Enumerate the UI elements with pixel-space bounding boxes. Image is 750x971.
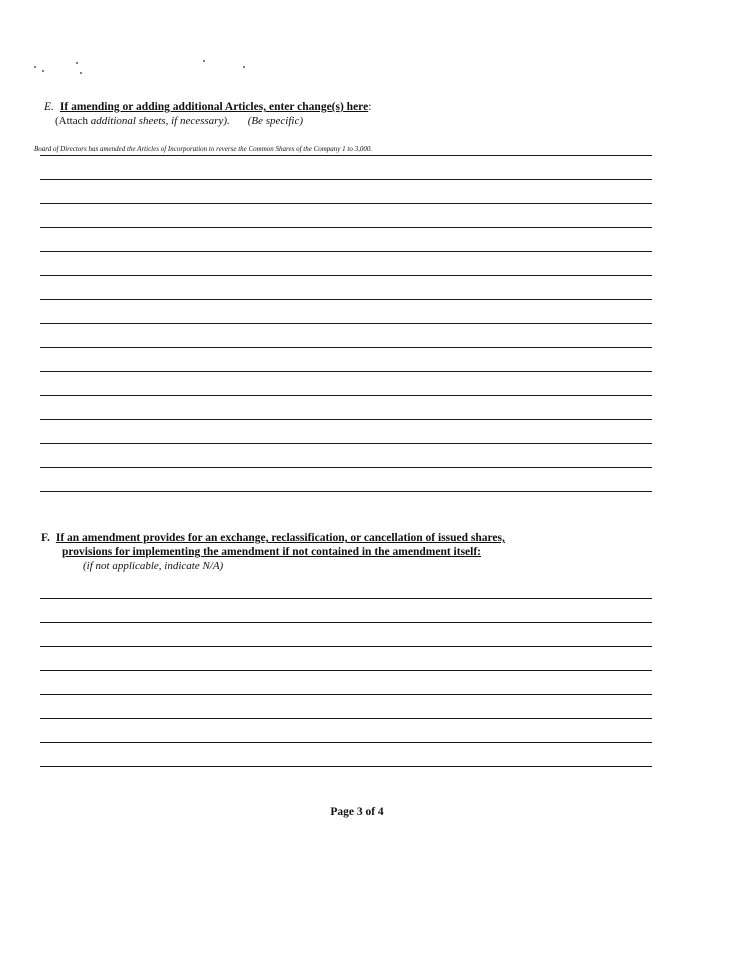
- section-e-heading: [44, 100, 371, 114]
- scan-speck: [203, 60, 205, 62]
- writing-line[interactable]: [40, 718, 652, 719]
- scan-speck: [243, 66, 245, 68]
- writing-line[interactable]: [40, 347, 652, 348]
- writing-line[interactable]: [40, 155, 652, 156]
- writing-line[interactable]: [40, 227, 652, 228]
- section-e-letter: E.: [44, 101, 54, 113]
- writing-line[interactable]: [40, 395, 652, 396]
- be-specific-note: (Be specific): [247, 115, 304, 127]
- writing-line[interactable]: [40, 443, 652, 444]
- writing-line[interactable]: [40, 491, 652, 492]
- writing-line[interactable]: [40, 766, 652, 767]
- attach-prefix: (Attach: [55, 115, 91, 127]
- section-f-heading-line1: [41, 531, 505, 545]
- scan-speck: [42, 70, 44, 72]
- writing-line[interactable]: [40, 742, 652, 743]
- writing-line[interactable]: [40, 419, 652, 420]
- scan-speck: [34, 66, 36, 68]
- writing-line[interactable]: [40, 179, 652, 180]
- writing-line[interactable]: [40, 598, 652, 599]
- section-f-heading-line2: [41, 545, 505, 559]
- scan-speck: [80, 72, 82, 74]
- writing-line[interactable]: [40, 622, 652, 623]
- page-number: Page 3 of 4: [330, 806, 384, 818]
- section-f-title-line2: provisions for implementing the amendment if not contained in the amendment itself:: [62, 546, 481, 558]
- scan-speck: [76, 62, 78, 64]
- writing-line[interactable]: [40, 670, 652, 671]
- attach-italic: additional sheets, if necessary).: [90, 115, 230, 127]
- section-e-colon: :: [368, 101, 372, 113]
- writing-line[interactable]: [40, 323, 652, 324]
- section-f-letter: F.: [41, 532, 50, 544]
- writing-line[interactable]: [40, 299, 652, 300]
- section-f: [41, 531, 505, 573]
- writing-line[interactable]: [40, 467, 652, 468]
- section-e: [44, 100, 371, 128]
- writing-line[interactable]: [40, 646, 652, 647]
- section-e-entry-text[interactable]: Board of Directors has amended the Articles of Incorporation to reverse the Common Shares of the Company 1 to 3,000.: [34, 145, 373, 153]
- section-e-instructions: [44, 114, 371, 128]
- section-f-note: [41, 559, 505, 573]
- writing-line[interactable]: [40, 275, 652, 276]
- section-e-title: If amending or adding additional Articles, enter change(s) here: [59, 101, 369, 113]
- writing-line[interactable]: [40, 251, 652, 252]
- section-f-note-text: (if not applicable, indicate N/A): [83, 560, 224, 572]
- section-f-title-line1: If an amendment provides for an exchange, reclassification, or cancellation of issued shares,: [55, 532, 505, 544]
- writing-line[interactable]: [40, 371, 652, 372]
- writing-line[interactable]: [40, 694, 652, 695]
- writing-line[interactable]: [40, 203, 652, 204]
